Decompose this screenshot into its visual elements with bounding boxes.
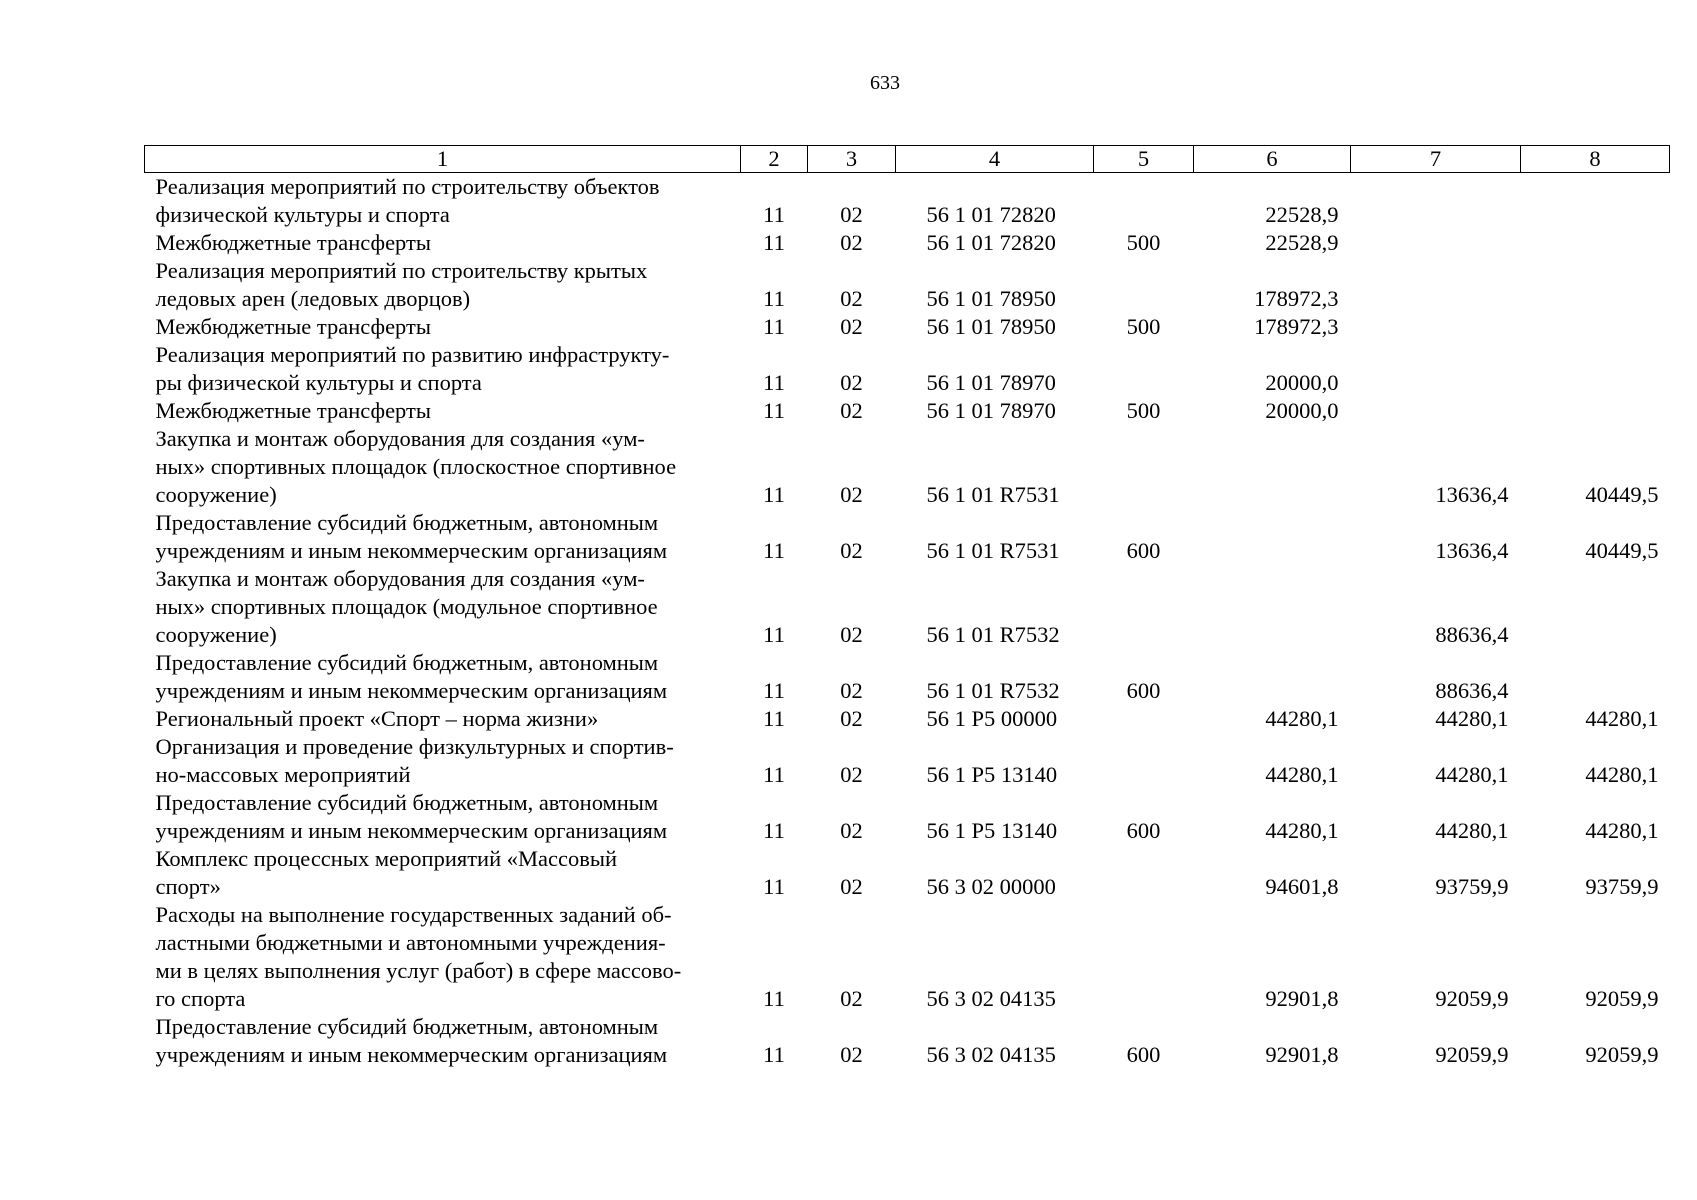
- section-code: 11: [763, 1042, 785, 1067]
- subsection-code: 02: [840, 762, 863, 787]
- amount-col-7: [1351, 257, 1521, 313]
- section-code: 11: [763, 986, 785, 1011]
- row-description: Расходы на выполнение государственных заданий об- ластными бюджетными и автономными учреждения- ми в целях выполнения услуг (работ) в сфере массово- го спорта: [155, 902, 682, 1011]
- amount-col-6: 44280,1: [1265, 762, 1339, 787]
- expense-type-code: [1094, 425, 1194, 509]
- table-row: [145, 901, 1670, 1013]
- amount-col-7: 13636,4: [1435, 482, 1509, 507]
- expense-type-code: [1094, 845, 1194, 901]
- expense-type-code: [1094, 705, 1194, 733]
- subsection-code: 02: [840, 1042, 863, 1067]
- amount-col-7: 88636,4: [1435, 678, 1509, 703]
- row-description: Предоставление субсидий бюджетным, автономным учреждениям и иным некоммерческим организациям: [155, 650, 668, 703]
- table-row: [145, 173, 1670, 230]
- subsection-code: 02: [840, 538, 863, 563]
- expense-type-code: [1094, 733, 1194, 789]
- header-cell-8: 8: [1521, 146, 1670, 173]
- amount-col-7: [1351, 173, 1521, 230]
- amount-col-6: 22528,9: [1265, 202, 1339, 227]
- amount-col-8: [1521, 173, 1670, 230]
- table-header: [145, 146, 1670, 173]
- amount-col-8: [1521, 229, 1670, 257]
- amount-col-6: 94601,8: [1265, 874, 1339, 899]
- table-row: [145, 257, 1670, 313]
- amount-col-6: 44280,1: [1265, 818, 1339, 843]
- amount-col-8: 92059,9: [1585, 1042, 1659, 1067]
- subsection-code: 02: [840, 986, 863, 1011]
- amount-col-7: [1351, 341, 1521, 397]
- subsection-code: 02: [840, 818, 863, 843]
- table-row: [145, 229, 1670, 257]
- table-row: [145, 705, 1670, 733]
- expense-type-code: 500: [1126, 398, 1161, 423]
- row-description: Закупка и монтаж оборудования для создания «ум- ных» спортивных площадок (плоскостное спортивное сооружение): [155, 426, 677, 507]
- table-body: [145, 173, 1670, 1070]
- header-row: [145, 146, 1670, 173]
- header-cell-6: 6: [1194, 146, 1351, 173]
- section-code: 11: [763, 678, 785, 703]
- expense-type-code: 500: [1126, 230, 1161, 255]
- section-code: 11: [763, 818, 785, 843]
- amount-col-6: [1194, 649, 1351, 705]
- amount-col-7: 44280,1: [1435, 818, 1509, 843]
- header-cell-4: 4: [896, 146, 1094, 173]
- amount-col-8: [1521, 341, 1670, 397]
- page-number: 633: [870, 72, 900, 94]
- target-article-code: 56 1 01 R7531: [926, 538, 1060, 563]
- target-article-code: 56 3 02 04135: [926, 986, 1056, 1011]
- expense-type-code: 600: [1126, 818, 1161, 843]
- section-code: 11: [763, 314, 785, 339]
- table-row: [145, 649, 1670, 705]
- header-cell-1: 1: [145, 146, 741, 173]
- target-article-code: 56 1 01 78970: [926, 370, 1056, 395]
- row-description: Закупка и монтаж оборудования для создания «ум- ных» спортивных площадок (модульное спортивное сооружение): [155, 566, 658, 647]
- expense-type-code: [1094, 901, 1194, 1013]
- expense-type-code: [1094, 341, 1194, 397]
- amount-col-6: [1194, 565, 1351, 649]
- amount-col-6: [1194, 425, 1351, 509]
- row-description: Реализация мероприятий по строительству крытых ледовых арен (ледовых дворцов): [155, 258, 648, 311]
- amount-col-7: [1351, 229, 1521, 257]
- header-cell-2: 2: [741, 146, 808, 173]
- amount-col-8: [1521, 313, 1670, 341]
- header-cell-7: 7: [1351, 146, 1521, 173]
- subsection-code: 02: [840, 398, 863, 423]
- section-code: 11: [763, 202, 785, 227]
- row-description: Межбюджетные трансферты: [155, 398, 431, 423]
- amount-col-8: [1521, 649, 1670, 705]
- expense-type-code: [1094, 173, 1194, 230]
- header-cell-5: 5: [1094, 146, 1194, 173]
- subsection-code: 02: [840, 286, 863, 311]
- target-article-code: 56 3 02 04135: [926, 1042, 1056, 1067]
- target-article-code: 56 1 01 78970: [926, 398, 1056, 423]
- expense-type-code: 600: [1126, 538, 1161, 563]
- amount-col-7: [1351, 397, 1521, 425]
- section-code: 11: [763, 482, 785, 507]
- header-cell-3: 3: [808, 146, 896, 173]
- row-description: Реализация мероприятий по развитию инфраструкту- ры физической культуры и спорта: [155, 342, 670, 395]
- amount-col-8: 44280,1: [1585, 818, 1659, 843]
- amount-col-8: 40449,5: [1585, 538, 1659, 563]
- target-article-code: 56 1 01 78950: [926, 314, 1056, 339]
- amount-col-7: 13636,4: [1435, 538, 1509, 563]
- row-description: Реализация мероприятий по строительству объектов физической культуры и спорта: [155, 174, 660, 227]
- section-code: 11: [763, 230, 785, 255]
- target-article-code: 56 3 02 00000: [926, 874, 1056, 899]
- target-article-code: 56 1 P5 00000: [926, 706, 1058, 731]
- table-row: [145, 425, 1670, 509]
- subsection-code: 02: [840, 230, 863, 255]
- section-code: 11: [763, 706, 785, 731]
- amount-col-6: [1194, 509, 1351, 565]
- target-article-code: 56 1 01 72820: [926, 230, 1056, 255]
- subsection-code: 02: [840, 678, 863, 703]
- table-row: [145, 733, 1670, 789]
- target-article-code: 56 1 01 R7532: [926, 678, 1060, 703]
- table-row: [145, 1013, 1670, 1069]
- amount-col-8: [1521, 565, 1670, 649]
- amount-col-6: 178972,3: [1254, 286, 1339, 311]
- expense-type-code: [1094, 257, 1194, 313]
- amount-col-8: 44280,1: [1585, 706, 1659, 731]
- section-code: 11: [763, 370, 785, 395]
- subsection-code: 02: [840, 314, 863, 339]
- subsection-code: 02: [840, 482, 863, 507]
- amount-col-7: 92059,9: [1435, 986, 1509, 1011]
- subsection-code: 02: [840, 622, 863, 647]
- subsection-code: 02: [840, 202, 863, 227]
- amount-col-6: 20000,0: [1265, 398, 1339, 423]
- amount-col-7: 92059,9: [1435, 1042, 1509, 1067]
- amount-col-7: 44280,1: [1435, 706, 1509, 731]
- amount-col-7: 44280,1: [1435, 762, 1509, 787]
- amount-col-6: 92901,8: [1265, 986, 1339, 1011]
- amount-col-8: [1521, 397, 1670, 425]
- amount-col-8: 44280,1: [1585, 762, 1659, 787]
- table-row: [145, 845, 1670, 901]
- table-row: [145, 565, 1670, 649]
- amount-col-6: 178972,3: [1254, 314, 1339, 339]
- section-code: 11: [763, 622, 785, 647]
- section-code: 11: [763, 874, 785, 899]
- target-article-code: 56 1 01 78950: [926, 286, 1056, 311]
- amount-col-8: [1521, 257, 1670, 313]
- table-row: [145, 509, 1670, 565]
- target-article-code: 56 1 01 R7531: [926, 482, 1060, 507]
- subsection-code: 02: [840, 706, 863, 731]
- target-article-code: 56 1 P5 13140: [926, 818, 1058, 843]
- row-description: Предоставление субсидий бюджетным, автономным учреждениям и иным некоммерческим организациям: [155, 1014, 668, 1067]
- expense-type-code: 600: [1126, 678, 1161, 703]
- target-article-code: 56 1 01 72820: [926, 202, 1056, 227]
- amount-col-7: [1351, 313, 1521, 341]
- amount-col-6: 22528,9: [1265, 230, 1339, 255]
- budget-table: [144, 145, 1670, 1069]
- amount-col-6: 20000,0: [1265, 370, 1339, 395]
- table-row: [145, 341, 1670, 397]
- amount-col-8: 93759,9: [1585, 874, 1659, 899]
- expense-type-code: [1094, 565, 1194, 649]
- section-code: 11: [763, 538, 785, 563]
- expense-type-code: 600: [1126, 1042, 1161, 1067]
- row-description: Предоставление субсидий бюджетным, автономным учреждениям и иным некоммерческим организациям: [155, 510, 668, 563]
- section-code: 11: [763, 398, 785, 423]
- section-code: 11: [763, 762, 785, 787]
- amount-col-7: 88636,4: [1435, 622, 1509, 647]
- table-row: [145, 397, 1670, 425]
- amount-col-6: 92901,8: [1265, 1042, 1339, 1067]
- subsection-code: 02: [840, 874, 863, 899]
- amount-col-7: 93759,9: [1435, 874, 1509, 899]
- amount-col-6: 44280,1: [1265, 706, 1339, 731]
- row-description: Предоставление субсидий бюджетным, автономным учреждениям и иным некоммерческим организациям: [155, 790, 668, 843]
- expense-type-code: 500: [1126, 314, 1161, 339]
- amount-col-8: 40449,5: [1585, 482, 1659, 507]
- row-description: Региональный проект «Спорт – норма жизни»: [155, 706, 599, 731]
- row-description: Межбюджетные трансферты: [155, 314, 431, 339]
- target-article-code: 56 1 01 R7532: [926, 622, 1060, 647]
- table-row: [145, 313, 1670, 341]
- row-description: Межбюджетные трансферты: [155, 230, 431, 255]
- row-description: Комплекс процессных мероприятий «Массовый спорт»: [155, 846, 618, 899]
- row-description: Организация и проведение физкультурных и спортив- но-массовых мероприятий: [155, 734, 674, 787]
- table-row: [145, 789, 1670, 845]
- amount-col-8: 92059,9: [1585, 986, 1659, 1011]
- target-article-code: 56 1 P5 13140: [926, 762, 1058, 787]
- section-code: 11: [763, 286, 785, 311]
- subsection-code: 02: [840, 370, 863, 395]
